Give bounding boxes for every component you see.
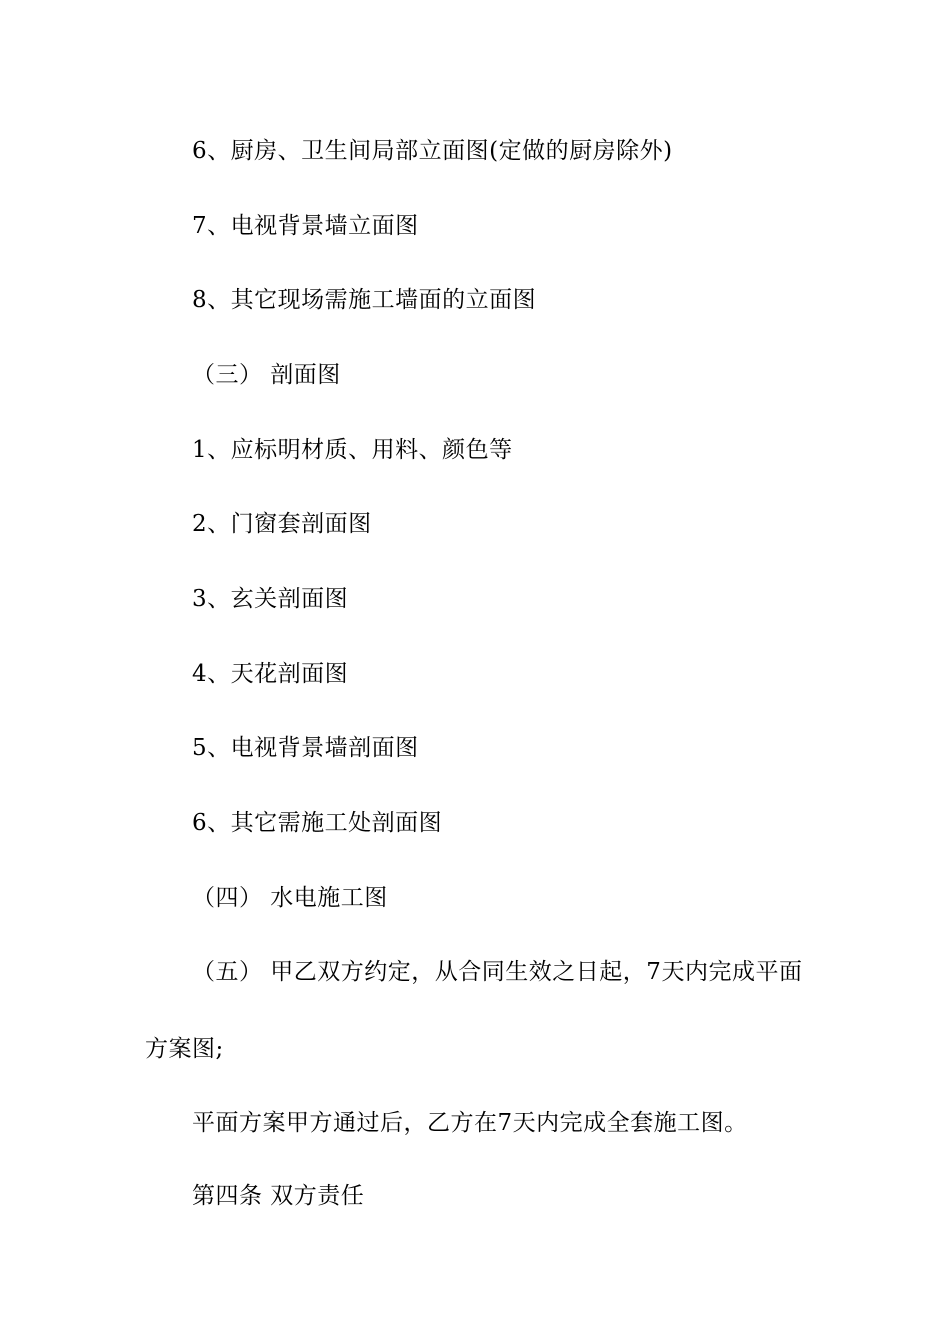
- text-line: 8、其它现场需施工墙面的立面图: [192, 287, 537, 313]
- article-heading: 第四条 双方责任: [192, 1183, 365, 1209]
- text-line: 2、门窗套剖面图: [192, 511, 372, 537]
- section-heading: （四） 水电施工图: [192, 885, 388, 911]
- text-line: 6、厨房、卫生间局部立面图(定做的厨房除外): [192, 138, 673, 164]
- text-line: 1、应标明材质、用料、颜色等: [192, 437, 513, 463]
- text-line: 6、其它需施工处剖面图: [192, 810, 443, 836]
- text-line: 5、电视背景墙剖面图: [192, 735, 419, 761]
- text-line: 3、玄关剖面图: [192, 586, 349, 612]
- text-line: 4、天花剖面图: [192, 661, 349, 687]
- text-line: （五） 甲乙双方约定，从合同生效之日起，7天内完成平面: [192, 959, 803, 985]
- text-line: 7、电视背景墙立面图: [192, 213, 419, 239]
- section-heading: （三） 剖面图: [192, 362, 341, 388]
- text-line: 平面方案甲方通过后，乙方在7天内完成全套施工图。: [192, 1110, 748, 1136]
- text-line-continuation: 方案图;: [145, 1036, 224, 1062]
